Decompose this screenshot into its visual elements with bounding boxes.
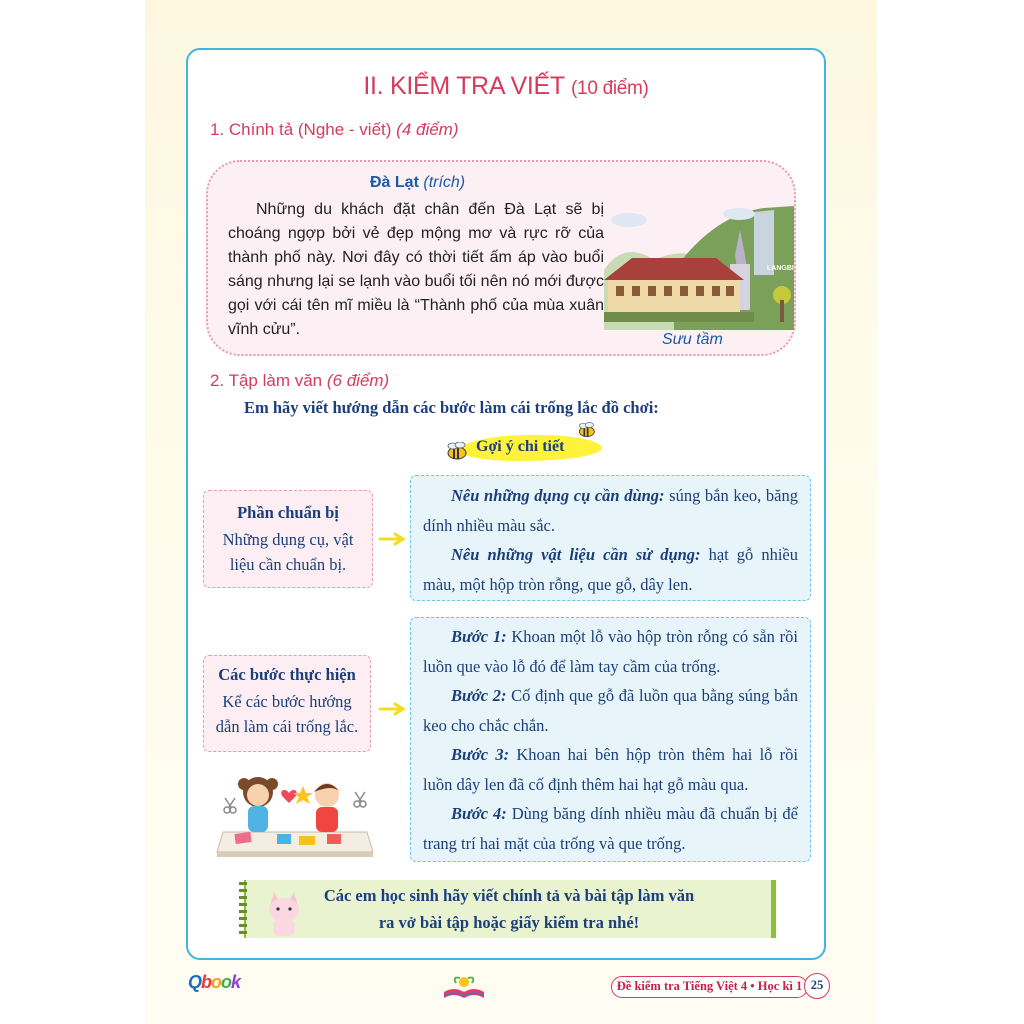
dalat-illustration: [604, 200, 794, 330]
step-key: Bước 3:: [451, 745, 510, 764]
section-2-points: (6 điểm): [326, 371, 390, 390]
step-text: Khoan hai bên hộp tròn thêm hai lỗ rồi luồn dây len đã cố định thêm hai hạt gỗ màu qua.: [423, 745, 798, 794]
prep-detail-text: hạt gỗ nhiều màu, một hộp tròn rỗng, que gỗ, dây len.: [423, 545, 798, 594]
section-1-points: (4 điểm): [396, 120, 459, 139]
step-text: Cố định que gỗ đã luồn qua bằng súng bắn keo cho chắc chắn.: [423, 686, 798, 735]
scissors-icon: [224, 798, 236, 813]
scissors-icon: [354, 792, 366, 807]
building-wall: [608, 280, 740, 314]
passage-title: [370, 174, 465, 192]
hint-banner: [442, 430, 602, 464]
cloud: [611, 213, 647, 227]
steps-box-heading: Các bước thực hiện: [218, 665, 356, 684]
girl-bun: [238, 778, 250, 790]
prep-detail-line: [423, 540, 798, 599]
prep-box-heading: Phần chuẩn bị: [237, 503, 339, 522]
cliff-sign: LANGBI: [767, 265, 794, 272]
prep-details-box: [410, 475, 811, 601]
passage-title-note: (trích): [423, 174, 466, 191]
logo-letter: o: [221, 972, 232, 992]
bee-icon: [576, 422, 596, 438]
reminder-line-2: ra vở bài tập hoặc giấy kiểm tra nhé!: [378, 913, 640, 932]
cloud: [723, 208, 755, 220]
girl-face: [247, 784, 269, 806]
reminder-line-1: Các em học sinh hãy viết chính tả và bài tập làm văn: [323, 886, 695, 905]
steps-details-box: [410, 617, 811, 862]
step-line: [423, 740, 798, 799]
tree-trunk: [780, 300, 784, 322]
step-line: [423, 799, 798, 858]
prep-detail-key: Nêu những vật liệu cần sử dụng:: [451, 545, 701, 564]
bee-icon: [444, 442, 468, 460]
steps-box: [203, 655, 371, 752]
passage-source-caption: Sưu tầm: [662, 331, 723, 348]
reminder-note: [244, 880, 772, 938]
step-text: Khoan một lỗ vào hộp tròn rỗng có sẵn rồi luồn que vào lỗ đó để làm tay cầm của trống.: [423, 627, 798, 676]
paper-red: [327, 834, 341, 844]
page-title: [186, 72, 826, 101]
prep-detail-text: súng bắn keo, băng dính nhiều màu sắc.: [423, 486, 798, 535]
heart-icon: [281, 790, 296, 803]
passage-text: Những du khách đặt chân đến Đà Lạt sẽ bị choáng ngợp bởi vẻ đẹp mộng mơ và rực rỡ của thành phố này. Nơi đây có thời tiết ấm áp vào buổi sáng nhưng lại se lạnh vào buổi tối nên nó mới được gọi với cái tên mĩ miều là “Thành phố của mùa xuân vĩnh cửu”.: [228, 201, 604, 338]
book-title-label: Đề kiểm tra Tiếng Việt 4 • Học kì 1: [611, 976, 808, 998]
section-2-heading: [210, 371, 389, 391]
paper-yellow: [299, 836, 315, 845]
logo-letter: k: [231, 972, 241, 992]
prep-box: [203, 490, 373, 588]
sun-icon: [459, 977, 469, 987]
paper-blue: [277, 834, 291, 844]
publisher-logo: [188, 972, 240, 993]
step-key: Bước 4:: [451, 804, 507, 823]
steps-box-description: Kể các bước hướng dẫn làm cái trống lắc.: [215, 692, 359, 736]
table-edge: [217, 852, 373, 857]
prep-detail-key: Nêu những dụng cụ cần dùng:: [451, 486, 665, 505]
logo-letter: Q: [188, 972, 202, 992]
step-key: Bước 1:: [451, 627, 507, 646]
writing-prompt: Em hãy viết hướng dẫn các bước làm cái trống lắc đồ chơi:: [244, 398, 659, 417]
girl-bun: [266, 778, 278, 790]
step-key: Bước 2:: [451, 686, 507, 705]
hint-label: Gợi ý chi tiết: [476, 438, 565, 455]
cat-eye: [276, 907, 279, 910]
section-1-heading: [210, 120, 459, 140]
section-1-label: 1. Chính tả (Nghe - viết): [210, 120, 392, 139]
section-2-label: 2. Tập làm văn: [210, 371, 323, 390]
step-text: Dùng băng dính nhiều màu đã chuẩn bị để trang trí hai mặt của trống và que trống.: [423, 804, 798, 853]
open-book-icon: [442, 974, 486, 1002]
hedge: [604, 312, 754, 322]
arrow-right-icon: [378, 702, 408, 716]
passage-title-text: Đà Lạt: [370, 174, 419, 191]
star-icon: [293, 786, 313, 804]
title-text: II. KIỂM TRA VIẾT: [363, 72, 565, 100]
step-line: [423, 681, 798, 740]
arrow-right-icon: [378, 532, 408, 546]
logo-letter: b: [201, 972, 212, 992]
boy-shirt: [316, 807, 338, 832]
page-number: 25: [804, 973, 830, 999]
kids-crafting-illustration: [215, 770, 375, 860]
logo-letter: o: [211, 972, 222, 992]
girl-dress: [248, 806, 268, 832]
prep-detail-line: [423, 481, 798, 540]
cat-eye: [288, 907, 291, 910]
title-points: (10 điểm): [571, 78, 649, 99]
prep-box-description: Những dụng cụ, vật liệu cần chuẩn bị.: [222, 530, 354, 574]
step-line: [423, 622, 798, 681]
